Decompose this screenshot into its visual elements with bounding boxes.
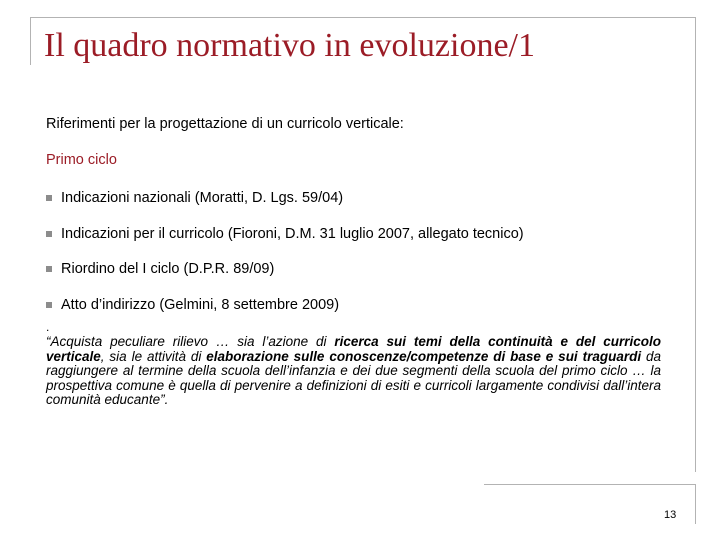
bullet-item xyxy=(46,190,524,226)
square-bullet-icon xyxy=(46,302,52,308)
bullet-item xyxy=(46,261,524,297)
bullet-item xyxy=(46,226,524,262)
page-number: 13 xyxy=(664,509,677,521)
square-bullet-icon xyxy=(46,195,52,201)
quote-paragraph xyxy=(46,335,661,408)
slide-title: Il quadro normativo in evoluzione/1 xyxy=(44,27,535,64)
quote-bold-text: elaborazione sulle conoscenze/competenze di base e sui traguardi xyxy=(206,348,642,364)
stray-dot: . xyxy=(46,320,50,334)
bullet-item xyxy=(46,297,524,333)
quote-text: da raggiungere al termine della scuola dell’infanzia e dei due segmenti della scuola del primo ciclo … la prospettiva comune è quella di pervenire a definizioni di esiti e curricoli largamente condivisi dall’intera comunità educante”. xyxy=(46,348,661,408)
bullet-text: Indicazioni per il curricolo (Fioroni, D.M. 31 luglio 2007, allegato tecnico) xyxy=(61,225,524,242)
frame-top-line xyxy=(30,17,696,18)
quote-text: , sia le attività di xyxy=(100,348,207,364)
bullet-text: Atto d’indirizzo (Gelmini, 8 settembre 2009) xyxy=(61,296,340,313)
frame-left-line xyxy=(30,17,31,65)
quote-bold-text: ricerca sui temi della continuità e del curricolo verticale xyxy=(46,334,661,364)
square-bullet-icon xyxy=(46,266,52,272)
square-bullet-icon xyxy=(46,231,52,237)
frame-right-line xyxy=(695,17,696,472)
bullet-text: Indicazioni nazionali (Moratti, D. Lgs. 59/04) xyxy=(61,190,344,206)
bullet-text: Riordino del I ciclo (D.P.R. 89/09) xyxy=(61,261,275,277)
bullet-list xyxy=(46,190,524,332)
slide-subtitle: Riferimenti per la progettazione di un curricolo verticale: xyxy=(46,116,404,132)
frame-bottom-line xyxy=(484,484,696,485)
section-heading: Primo ciclo xyxy=(46,152,117,168)
frame-right-line-lower xyxy=(695,484,696,524)
quote-text: “Acquista peculiare rilievo … sia l’azione di xyxy=(46,334,335,349)
